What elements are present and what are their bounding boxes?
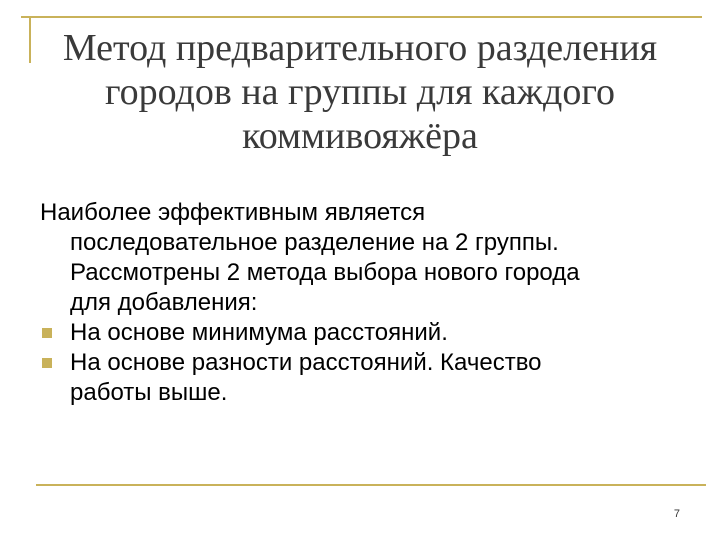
title-line: городов на группы для каждого: [104, 71, 616, 113]
page-number: 7: [673, 508, 680, 520]
intro-line: для добавления:: [70, 289, 258, 316]
top-rule: [21, 16, 702, 18]
slide-body: [40, 198, 680, 408]
title-line: Метод предварительного разделения: [62, 27, 658, 69]
intro-line: Наиболее эффективным является: [40, 199, 426, 226]
square-bullet-icon: [42, 328, 52, 338]
intro-line: Рассмотрены 2 метода выбора нового города: [70, 259, 580, 286]
list-item: [40, 318, 680, 348]
left-rule: [29, 16, 31, 63]
bullet-line: работы выше.: [70, 379, 228, 406]
title-line: коммивояжёра: [242, 115, 478, 157]
list-item: [40, 348, 680, 408]
bullet-list: [40, 318, 680, 408]
slide-title: [40, 26, 680, 158]
square-bullet-icon: [42, 358, 52, 368]
intro-line: последовательное разделение на 2 группы.: [70, 229, 559, 256]
bottom-rule: [36, 484, 706, 486]
intro-paragraph: [40, 198, 680, 318]
bullet-line: На основе разности расстояний. Качество: [70, 349, 542, 376]
bullet-line: На основе минимума расстояний.: [70, 319, 448, 346]
